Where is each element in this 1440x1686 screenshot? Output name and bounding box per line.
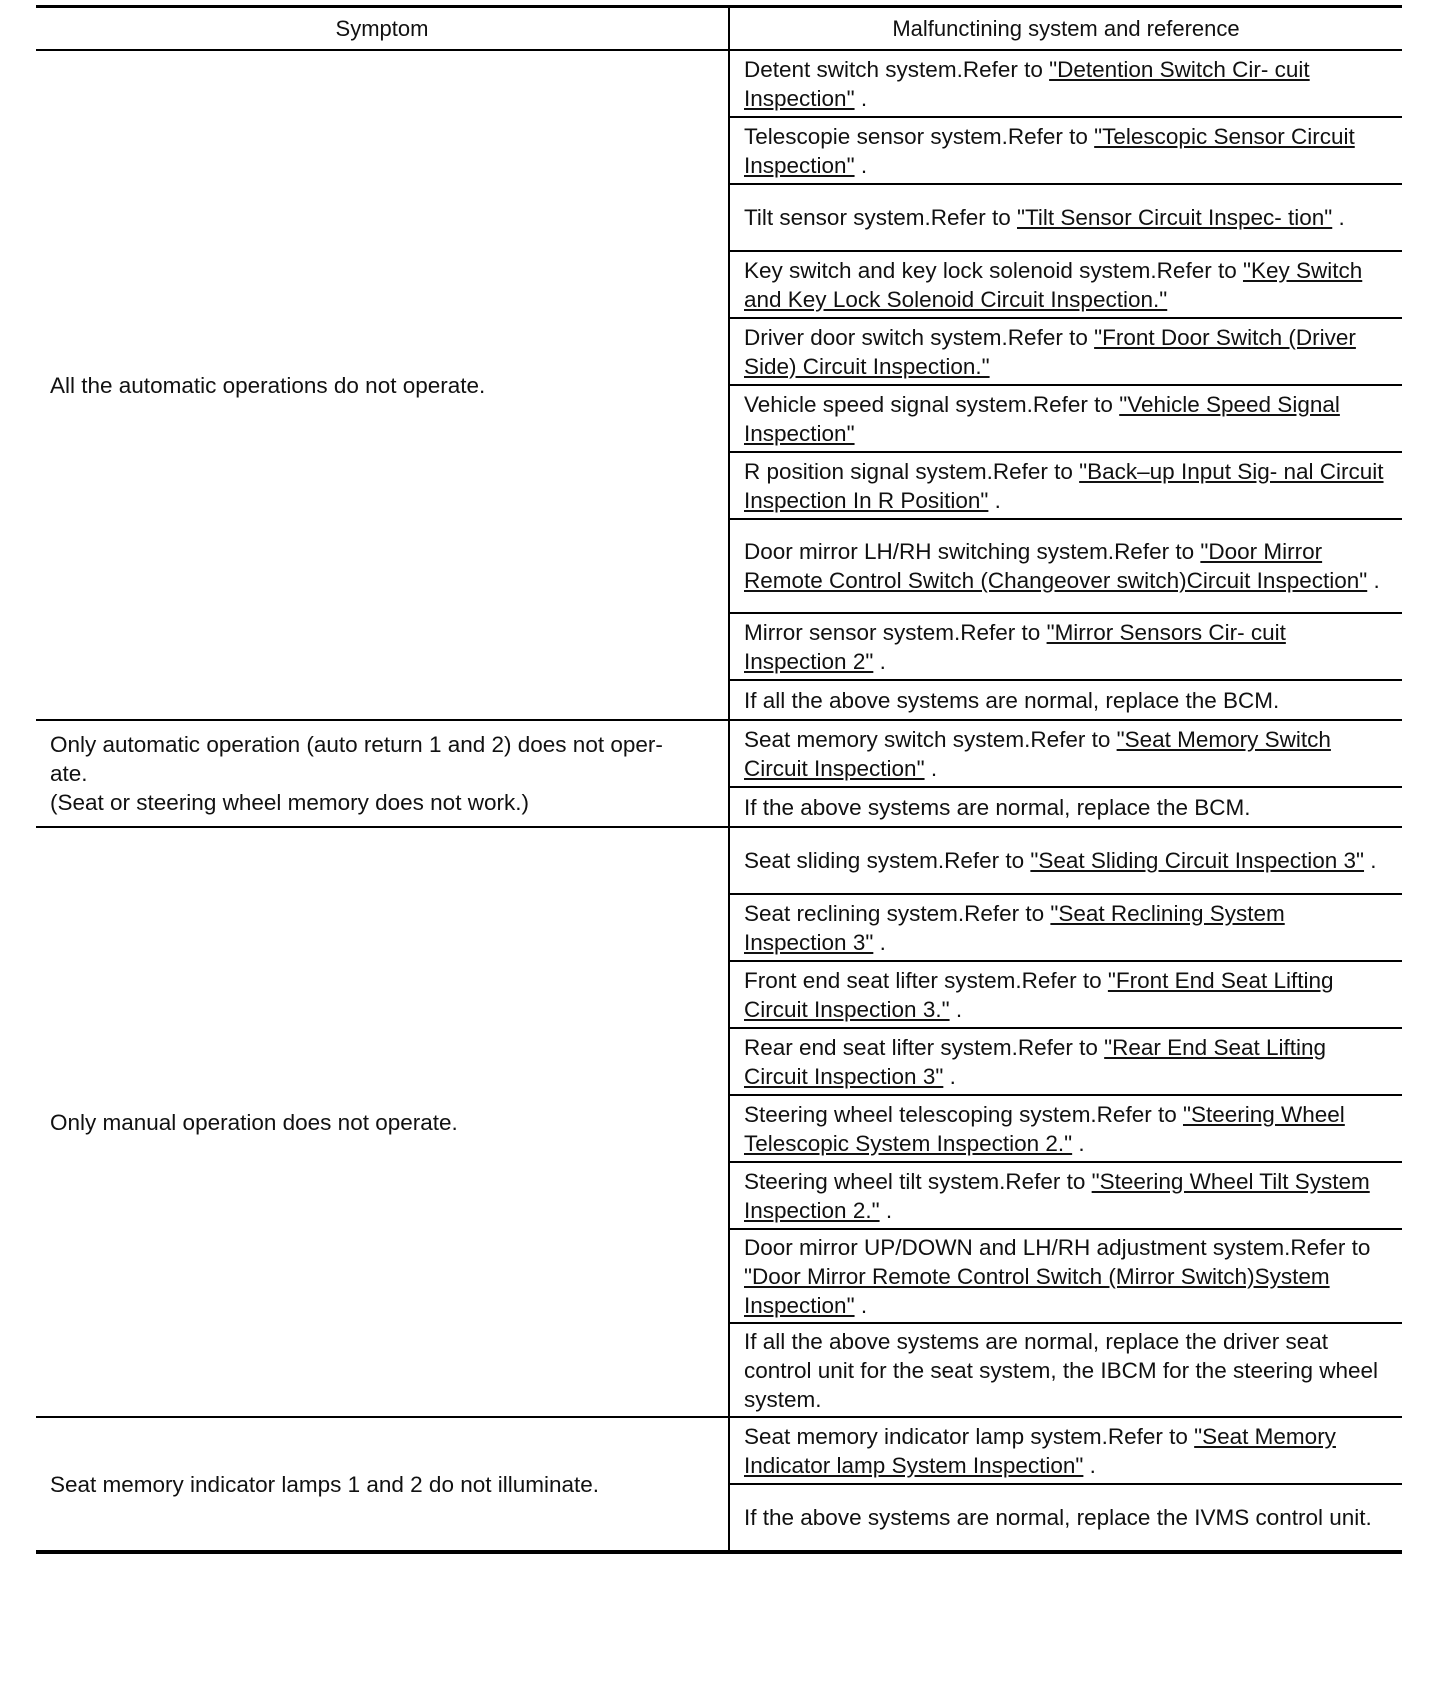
system-text: Steering wheel tilt system.Refer to <box>744 1168 1092 1194</box>
reference-link[interactable]: "Door Mirror Remote Control Switch (Mirror Switch)System Inspection" <box>744 1263 1330 1318</box>
system-cell <box>729 519 1402 613</box>
reference-link[interactable]: "Seat Memory Switch Circuit Inspection" <box>744 726 1331 781</box>
system-cell <box>729 385 1402 452</box>
header-system: Malfunctining system and reference <box>892 15 1240 41</box>
reference-link[interactable]: "Back–up Input Sig- nal Circuit Inspection In R Position" <box>744 458 1384 513</box>
system-text: Seat sliding system.Refer to <box>744 848 1031 873</box>
system-text-tail: . <box>1364 848 1377 873</box>
system-text-tail: . <box>879 1197 893 1223</box>
system-text: Seat memory switch system.Refer to <box>744 726 1117 752</box>
system-text: Key switch and key lock solenoid system.Refer to <box>744 257 1243 283</box>
table-row <box>36 1417 1402 1484</box>
system-cell <box>729 613 1402 680</box>
system-text-tail: . <box>943 1063 956 1089</box>
reference-link[interactable]: "Key Switch and Key Lock Solenoid Circuit Inspection." <box>744 257 1363 312</box>
system-text: Seat memory indicator lamp system.Refer to <box>744 1423 1195 1449</box>
symptom-cell: All the automatic operations do not operate. <box>36 50 729 720</box>
system-text: Tilt sensor system.Refer to <box>744 205 1017 230</box>
system-text: Rear end seat lifter system.Refer to <box>744 1034 1105 1060</box>
system-text-tail: . <box>873 648 886 674</box>
system-text-tail: . <box>854 152 868 178</box>
reference-link[interactable]: "Telescopic Sensor Circuit Inspection" <box>744 123 1355 178</box>
reference-link[interactable]: "Steering Wheel Tilt System Inspection 2." <box>744 1168 1370 1223</box>
system-cell <box>729 1484 1402 1552</box>
system-text-tail: . <box>949 996 963 1022</box>
system-cell <box>729 961 1402 1028</box>
system-text: Driver door switch system.Refer to <box>744 324 1095 350</box>
reference-link[interactable]: "Rear End Seat Lifting Circuit Inspection 3" <box>744 1034 1327 1089</box>
reference-link[interactable]: "Detention Switch Cir- cuit Inspection" <box>744 56 1310 111</box>
system-text: Seat reclining system.Refer to <box>744 900 1051 926</box>
system-text: If the above systems are normal, replace the IVMS control unit. <box>744 1505 1372 1530</box>
system-text: Steering wheel telescoping system.Refer to <box>744 1101 1183 1127</box>
system-cell <box>729 50 1402 117</box>
table-row <box>36 827 1402 894</box>
system-cell <box>729 452 1402 519</box>
symptom-cell: Only manual operation does not operate. <box>36 827 729 1417</box>
system-cell <box>729 1095 1402 1162</box>
reference-link[interactable]: "Seat Reclining System Inspection 3" <box>744 900 1285 955</box>
system-text: If all the above systems are normal, replace the BCM. <box>744 687 1280 713</box>
reference-link[interactable]: "Seat Memory Indicator lamp System Inspection" <box>744 1423 1336 1478</box>
symptom-cell: Only automatic operation (auto return 1 and 2) does not oper- ate. (Seat or steering wheel memory does not work.) <box>36 720 729 827</box>
system-cell <box>729 251 1402 318</box>
reference-link[interactable]: "Tilt Sensor Circuit Inspec- tion" <box>1017 205 1333 230</box>
header-symptom: Symptom <box>36 7 729 51</box>
reference-link[interactable]: "Seat Sliding Circuit Inspection 3" <box>1030 848 1365 873</box>
reference-link[interactable]: "Front Door Switch (Driver Side) Circuit Inspection." <box>744 324 1356 379</box>
system-cell <box>729 827 1402 894</box>
system-text: Front end seat lifter system.Refer to <box>744 967 1108 993</box>
system-text-tail: . <box>1083 1452 1096 1478</box>
system-cell <box>729 1162 1402 1229</box>
system-cell <box>729 1229 1402 1323</box>
system-text-tail: . <box>854 85 868 111</box>
system-cell <box>729 117 1402 184</box>
system-cell <box>729 184 1402 251</box>
reference-link[interactable]: "Front End Seat Lifting Circuit Inspection 3." <box>744 967 1334 1022</box>
system-cell <box>729 1417 1402 1484</box>
system-text: R position signal system.Refer to <box>744 458 1080 484</box>
reference-link[interactable]: "Door Mirror Remote Control Switch (Changeover switch)Circuit Inspection" <box>744 539 1368 593</box>
diagnosis-table <box>36 5 1402 1554</box>
reference-link[interactable]: "Vehicle Speed Signal Inspection" <box>744 391 1340 446</box>
system-text: Door mirror LH/RH switching system.Refer to <box>744 539 1201 564</box>
system-cell <box>729 787 1402 827</box>
system-cell <box>729 894 1402 961</box>
table-row <box>36 50 1402 117</box>
system-cell <box>729 680 1402 720</box>
system-text-tail: . <box>1332 205 1345 230</box>
table-row <box>36 720 1402 787</box>
system-text: If the above systems are normal, replace the BCM. <box>744 794 1251 820</box>
reference-link[interactable]: "Steering Wheel Telescopic System Inspection 2." <box>744 1101 1345 1156</box>
system-text-tail: . <box>988 487 1001 513</box>
system-text-tail: . <box>1072 1130 1085 1156</box>
system-text: Mirror sensor system.Refer to <box>744 619 1047 645</box>
header-row <box>36 7 1402 51</box>
system-cell <box>729 318 1402 385</box>
system-text: Vehicle speed signal system.Refer to <box>744 391 1120 417</box>
system-cell <box>729 1028 1402 1095</box>
system-cell <box>729 1323 1402 1417</box>
system-cell <box>729 720 1402 787</box>
system-text: Door mirror UP/DOWN and LH/RH adjustment system.Refer to <box>744 1234 1371 1260</box>
symptom-cell: Seat memory indicator lamps 1 and 2 do not illuminate. <box>36 1417 729 1552</box>
reference-link[interactable]: "Mirror Sensors Cir- cuit Inspection 2" <box>744 619 1286 674</box>
system-text: Detent switch system.Refer to <box>744 56 1050 82</box>
system-text-tail: . <box>854 1292 868 1318</box>
system-text: If all the above systems are normal, replace the driver seat control unit for the seat system, the IBCM for the steering wheel system. <box>744 1328 1379 1412</box>
system-text-tail: . <box>873 929 886 955</box>
system-text: Telescopie sensor system.Refer to <box>744 123 1095 149</box>
system-text-tail: . <box>924 755 938 781</box>
system-text-tail: . <box>1367 568 1380 593</box>
